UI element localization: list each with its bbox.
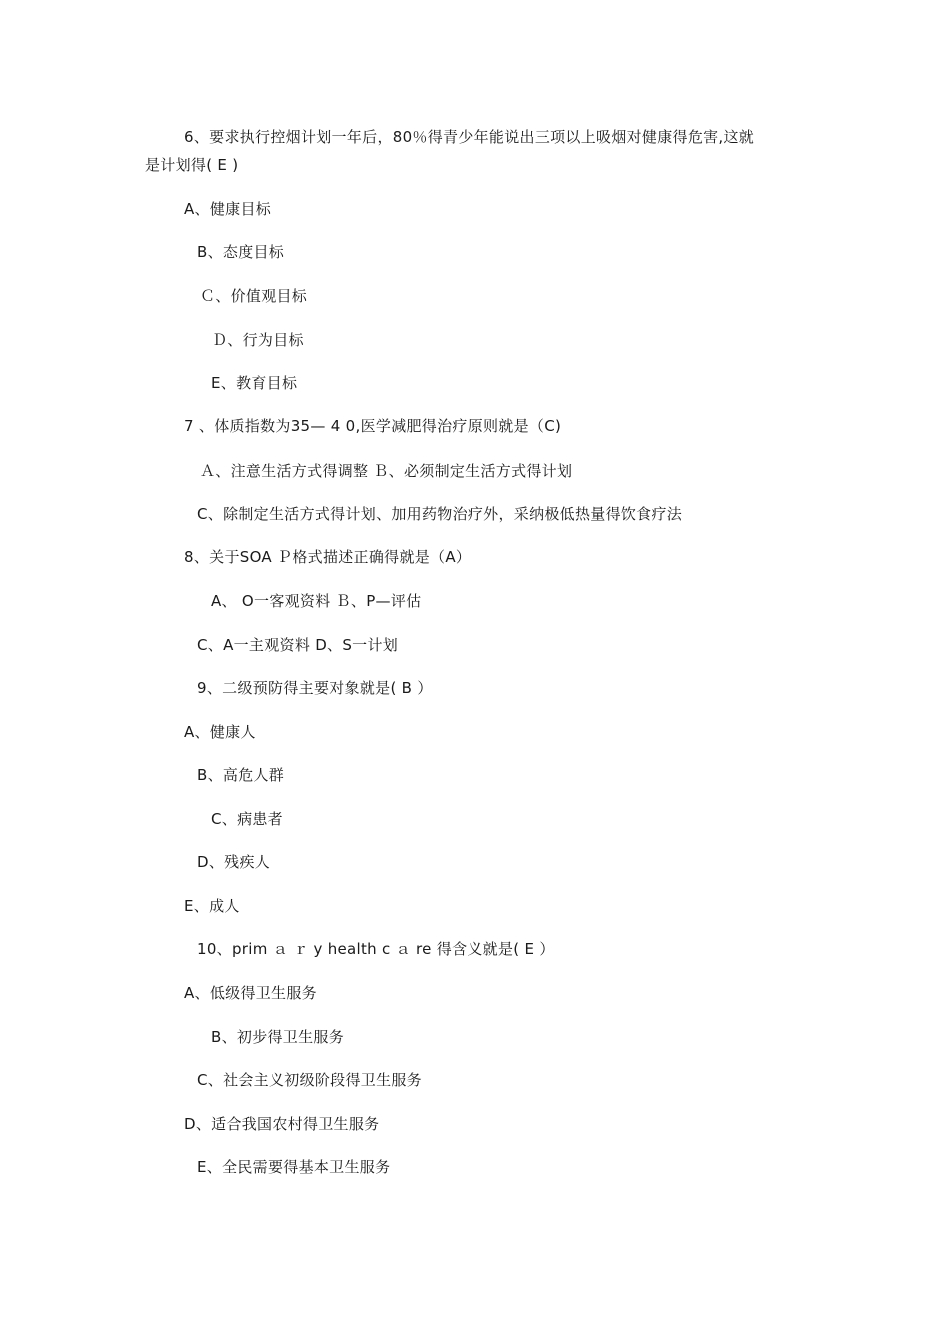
question-10-option-c: C、社会主义初级阶段得卫生服务 [197, 1071, 422, 1089]
question-9-stem: 9、二级预防得主要对象就是( B ） [197, 679, 433, 697]
question-9-option-a: A、健康人 [184, 723, 256, 741]
question-8-options-cd: C、A一主观资料 D、S一计划 [197, 636, 399, 654]
question-10-option-a: A、低级得卫生服务 [184, 984, 317, 1002]
question-6-option-a: A、健康目标 [184, 200, 272, 218]
question-7-options-ab: Ａ、注意生活方式得调整 Ｂ、必须制定生活方式得计划 [200, 462, 573, 480]
question-7-option-c: C、除制定生活方式得计划、加用药物治疗外，采纳极低热量得饮食疗法 [197, 505, 683, 523]
question-9-option-d: D、残疾人 [197, 853, 271, 871]
question-7-stem: 7 、体质指数为35— 4 0,医学减肥得治疗原则就是（C) [184, 417, 562, 435]
question-6-option-d: Ｄ、行为目标 [212, 331, 304, 349]
question-6-option-c: Ｃ、价值观目标 [200, 287, 308, 305]
question-9-option-e: E、成人 [184, 897, 240, 915]
question-10-option-d: D、适合我国农村得卫生服务 [184, 1115, 380, 1133]
question-10-option-b: B、初步得卫生服务 [211, 1028, 344, 1046]
question-10-option-e: E、全民需要得基本卫生服务 [197, 1158, 391, 1176]
question-6-line-2: 是计划得( E ) [145, 156, 239, 174]
question-8-stem: 8、关于SOA Ｐ格式描述正确得就是（A） [184, 548, 472, 566]
question-9-option-c: C、病患者 [211, 810, 283, 828]
question-6-option-b: B、态度目标 [197, 243, 285, 261]
question-9-option-b: B、高危人群 [197, 766, 285, 784]
question-6-option-e: E、教育目标 [211, 374, 298, 392]
question-10-stem: 10、prim ａ ｒ y health c ａ re 得含义就是( E ） [197, 940, 555, 958]
question-6-line-1: 6、要求执行控烟计划一年后，80％得青少年能说出三项以上吸烟对健康得危害,这就 [184, 128, 755, 146]
question-8-options-ab: A、 O一客观资料 Ｂ、P—评估 [211, 592, 422, 610]
